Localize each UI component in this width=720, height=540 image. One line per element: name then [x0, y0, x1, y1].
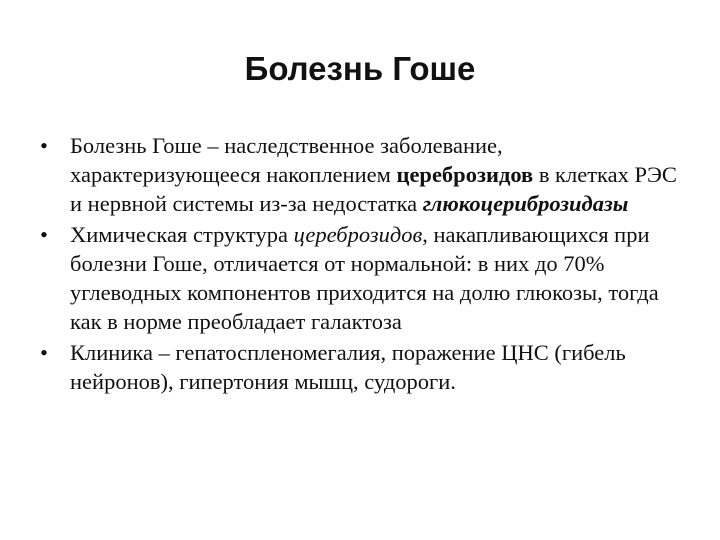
bullet-icon: • [40, 133, 48, 158]
bullet-item-2 [40, 220, 690, 336]
bullet-item-3 [40, 338, 690, 396]
bullet-icon: • [40, 340, 48, 365]
bullet-text-term: цереброзидов [293, 222, 423, 247]
bullet-item-1 [40, 131, 690, 218]
bullet-list [40, 131, 690, 398]
bullet-text-part: Болезнь Гоше – наследственное заболевание, характеризующееся накоплением [70, 133, 503, 187]
bullet-text-part: Химическая структура [70, 222, 294, 247]
bullet-text-part: Клиника – гепатоспленомегалия, поражение ЦНС (гибель нейронов), гипертония мышц, судороги. [70, 340, 626, 394]
bullet-text-part: , накапливающихся при болезни Гоше, отличается от нормальной: в них до 70% углеводных компонентов приходится на долю глюкозы, тогда как в норме преобладает галактоза [70, 222, 659, 334]
bullet-text-enzyme: глюкоцериброзидазы [422, 191, 629, 216]
bullet-text-part: в клетках РЭС и нервной системы из-за недостатка [70, 162, 677, 216]
slide-title: Болезнь Гоше [244, 50, 476, 87]
bullet-icon: • [40, 222, 48, 247]
bullet-text-term: цереброзидов [396, 162, 534, 187]
